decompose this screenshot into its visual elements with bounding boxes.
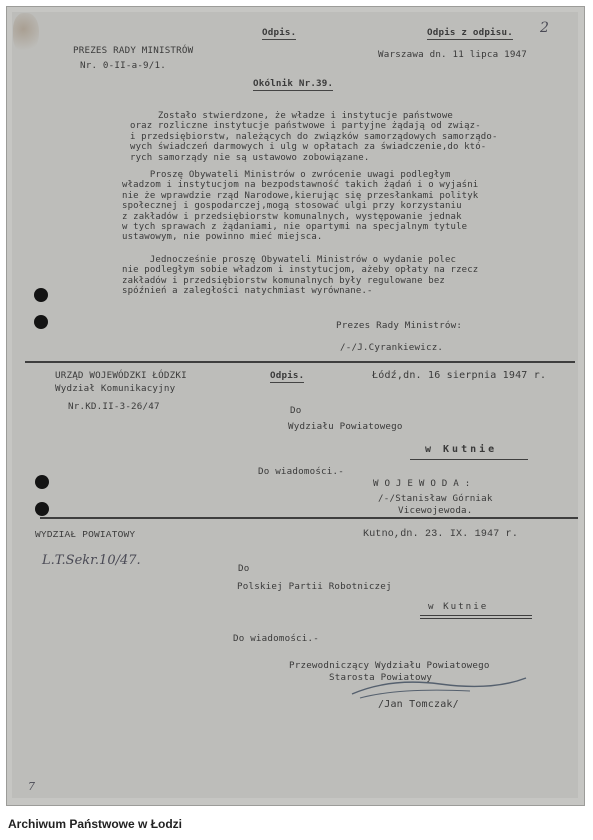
archive-credit: Archiwum Państwowe w Łodzi: [8, 817, 183, 831]
page-number: 7: [28, 780, 35, 793]
signatory-title: Prezes Rady Ministrów:: [336, 320, 463, 331]
recipient-label: Do: [238, 563, 250, 574]
section-divider: [40, 517, 578, 519]
handwritten-reference: L.T.Sekr.10/47.: [42, 553, 141, 568]
corner-mark: 2: [540, 20, 549, 36]
recipient-place: w Kutnie: [425, 444, 498, 455]
paragraph-line: Proszę Obywateli Ministrów o zwrócenie uwagi podległym: [122, 170, 451, 180]
section-divider: [25, 361, 575, 363]
punch-hole: [34, 315, 48, 329]
voivode-title: W O J E W O D A :: [373, 478, 471, 489]
signatory: /-/J.Cyrankiewicz.: [340, 342, 444, 353]
office-name: WYDZIAŁ POWIATOWY: [35, 529, 136, 540]
paragraph-line: władzom i instytucjom na bezpodstawność takich żądań i o wyjaśni: [122, 180, 479, 191]
paragraph-line: ustawowym, nie powinno mieć miejsca.: [122, 232, 323, 243]
city-date: Warszawa dn. 11 lipca 1947: [378, 49, 528, 60]
signature-scribble: [350, 672, 530, 702]
fyi-label: Do wiadomości.-: [233, 633, 319, 644]
city-date: Kutno,dn. 23. IX. 1947 r.: [363, 529, 519, 540]
paragraph-line: nie podległym sobie władzom i instytucjom, ażeby opłaty na rzecz: [122, 265, 479, 276]
signatory: /Jan Tomczak/: [378, 699, 459, 710]
copy-of-copy-mark: Odpis z odpisu.: [427, 27, 513, 38]
paragraph-line: z zakładów i przedsiębiorstw komunalnych, występowanie jednak: [122, 211, 462, 222]
paragraph-line: oraz rozliczne instytucje państwowe i partyjne żądają od związ-: [130, 121, 481, 132]
paragraph-line: zakładów i przedsiębiorstw komunalnych były regulowane bez: [122, 275, 445, 286]
recipient: Wydziału Powiatowego: [288, 421, 403, 432]
recipient: Polskiej Partii Robotniczej: [237, 581, 392, 592]
voivode-name: /-/Stanisław Górniak: [378, 493, 493, 504]
paragraph-1: [130, 111, 498, 163]
paragraph-line: spóźnień a zaległości natychmiast wyrównane.-: [122, 286, 373, 297]
copy-mark: Odpis.: [270, 370, 305, 381]
circular-title: Okólnik Nr.39.: [253, 78, 334, 89]
punch-hole: [35, 502, 49, 516]
reference-number: Nr. 0-II-a-9/1.: [80, 60, 166, 71]
paragraph-2: [122, 170, 478, 243]
double-underline: [420, 615, 532, 616]
punch-hole: [34, 288, 48, 302]
paragraph-line: społecznej i gospodarczej,mogą stosować ulgi przy korzystaniu: [122, 201, 462, 212]
signatory-role-1: Przewodniczący Wydziału Powiatowego: [289, 660, 490, 671]
fyi-label: Do wiadomości.-: [258, 466, 344, 477]
signatory-role-2: Starosta Powiatowy: [329, 672, 433, 683]
issuer: PREZES RADY MINISTRÓW: [73, 45, 194, 56]
city-date: Łódź,dn. 16 sierpnia 1947 r.: [372, 370, 547, 381]
paragraph-line: rych samorządy nie są ustawowo zobowiązane.: [130, 152, 370, 163]
paragraph-line: Jednocześnie proszę Obywateli Ministrów o wydanie polec: [122, 255, 457, 265]
underline: [410, 459, 528, 460]
paragraph-line: nie że wprawdzie rząd Narodowe,kierując się przesłankami polityk: [122, 190, 479, 201]
paragraph-3: [122, 255, 478, 297]
reference-number: Nr.KD.II-3-26/47: [68, 401, 160, 412]
double-underline: [420, 618, 532, 619]
office-name: URZĄD WOJEWÓDZKI ŁÓDZKI: [55, 370, 187, 381]
paragraph-line: w tych sprawach z żądaniami, nie opartymi na specjalnym tytule: [122, 222, 468, 233]
paragraph-line: i przedsiębiorstw, należących do związków samorządowych samorządo-: [130, 131, 498, 142]
voivode-role: Vicewojewoda.: [398, 505, 473, 516]
paper-stain: [13, 13, 39, 53]
paragraph-line: wych świadczeń darmowych i ulg w opłatach za świadczenie,do któ-: [130, 142, 487, 153]
copy-mark: Odpis.: [262, 27, 297, 38]
paragraph-line: Zostało stwierdzone, że władze i instytucje państwowe: [130, 111, 453, 121]
recipient-place: w Kutnie: [428, 601, 489, 612]
punch-hole: [35, 475, 49, 489]
recipient-label: Do: [290, 405, 302, 416]
department-name: Wydział Komunikacyjny: [55, 383, 176, 394]
